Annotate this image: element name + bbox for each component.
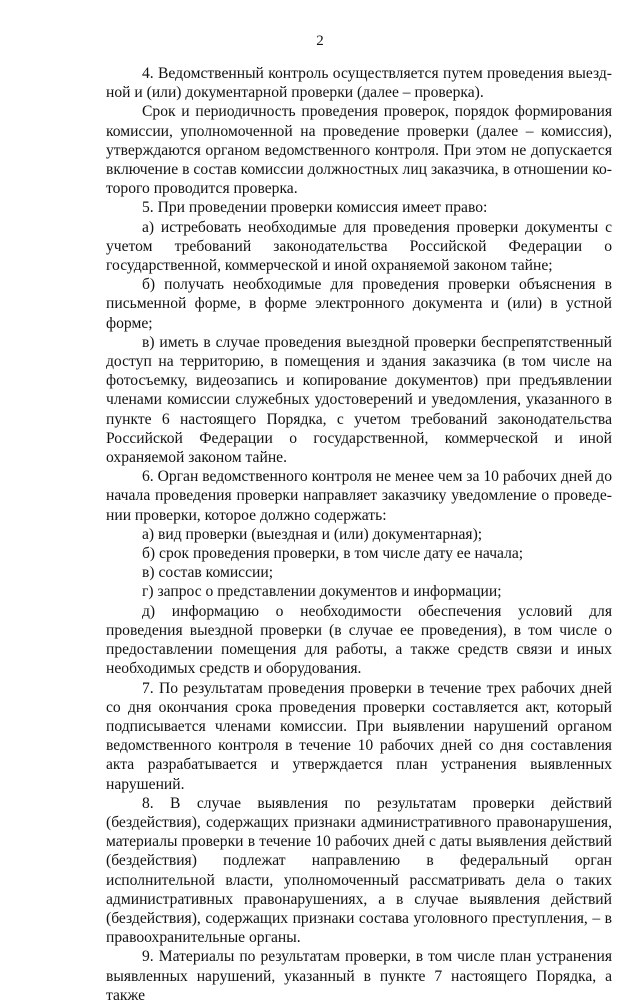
paragraph-4-control-forms: 4. Ведомственный контроль осуществляется путем проведения выездной и (или) документарной проверки (далее – проверка). [106,65,612,102]
paragraph-5-commission-rights: 5. При проведении проверки комиссия имеет право: [142,199,488,217]
page-number: 2 [316,33,324,49]
list-item-6c: в) состав комиссии; [142,564,274,582]
list-item-5a: а) истребовать необходимые для проведения проверки документы с учетом требований законодательства Российской Федерации о государственной, коммерческой и иной охраняемой законом тайне; [106,218,612,275]
list-item-6e: д) информацию о необходимости обеспечения условий для проведения выездной проверки (в случае ее проведения), в том числе о предоставлении помещения для работы, а также средств связи и иных необходимых средств и оборудования. [106,602,612,678]
list-item-6d: г) запрос о представлении документов и информации; [142,583,502,601]
paragraph-inspection-schedule: Срок и периодичность проведения проверок, порядок формирования комиссии, уполномоченной на проведение проверки (далее – комиссия), утверждаются органом ведомственного контроля. При этом не допускается включение в состав комиссии должностных лиц заказчика, в отношении которого проводится проверка. [106,103,612,198]
document-body [106,64,612,1005]
paragraph-9-materials: 9. Материалы по результатам проверки, в том числе план устранения выявленных нарушений, указанный в пункте 7 настоящего Порядка, а также [106,948,612,1004]
list-item-6b: б) срок проведения проверки, в том числе дату ее начала; [142,545,524,563]
list-item-6a: а) вид проверки (выездная и (или) документарная); [142,525,483,543]
paragraph-7-act: 7. По результатам проведения проверки в течение трех рабочих дней со дня окончания срока проведения проверки составляется акт, который подписывается членами комиссии. При выявлении нарушений органом ведомственного контроля в течение 10 рабочих дней со дня составления акта разрабатывается и утверждается план устранения выявленных нарушений. [106,679,612,793]
list-item-5b: б) получать необходимые для проведения проверки объяснения в письменной форме, в форме электронного документа и (или) в устной форме; [106,276,612,332]
paragraph-8-violations: 8. В случае выявления по результатам проверки действий (бездействия), содержащих признаки административного правонарушения, материалы проверки в течение 10 рабочих дней с даты выявления действий (бездействия) подлежат направлению в федеральный орган исполнительной власти, уполномоченный рассматривать дела о таких административных правонарушениях, а в случае выявления действий (бездействия), содержащих признаки состава уголовного преступления, – в правоохранительные органы. [106,794,612,947]
list-item-5c: в) иметь в случае проведения выездной проверки беспрепятственный доступ на территорию, в помещения и здания заказчика (в том числе на фотосъемку, видеозапись и копирование документов) при предъявлении членами комиссии служебных удостоверений и уведомления, указанного в пункте 6 настоящего Порядка, с учетом требований законодательства Российской Федерации о государственной, коммерческой и иной охраняемой законом тайне. [106,333,612,467]
paragraph-6-notification: 6. Орган ведомственного контроля не менее чем за 10 рабочих дней до начала проведения проверки направляет заказчику уведомление о проведении проверки, которое должно содержать: [106,468,612,524]
